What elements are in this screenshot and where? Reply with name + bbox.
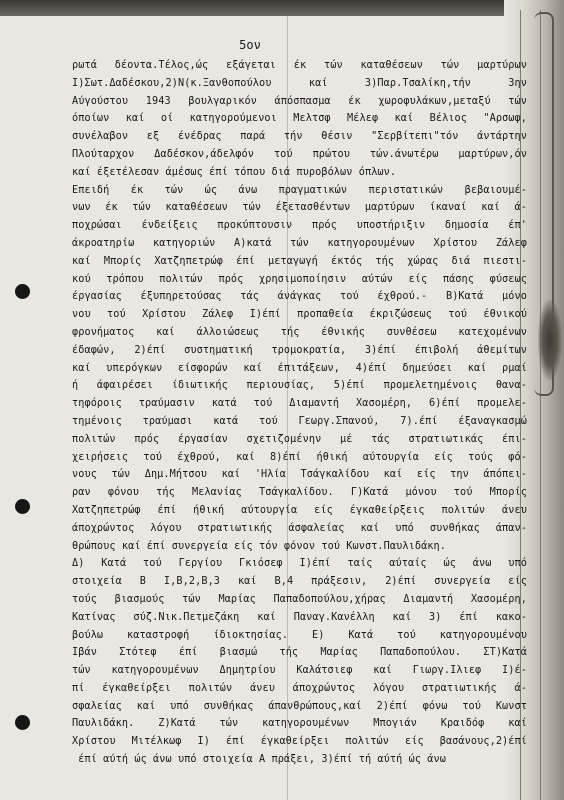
text-line: πί έγκαθείρξει πολιτών άνευ άποχρώντος λόγου στρατιωτικής ά- <box>72 682 527 694</box>
text-line: τών κατηγορουμένων Δημητρίου Καλάτσιεφ καί Γιωργ.Ιλιεφ Ι)έ- <box>72 665 527 677</box>
typed-body-text <box>72 57 527 769</box>
text-line: τούς βιασμούς τών Μαρίας Παπαδοπούλου,χήρας Διαμαντή Χασομέρη, <box>72 593 527 605</box>
text-line: άποχρώντος λόγου στρατιωτικής άσφαλείας καί υπό συνθήκας άπαν- <box>72 522 527 534</box>
punch-hole <box>15 715 30 730</box>
text-line: συνέλαβον εξ ένέδρας παρά τήν θέσιν "Σερβίτεπι"τόν άντάρτην <box>72 131 527 143</box>
text-line: σφαλείας καί υπό συνθήκας άπανθρώπους,καί 2)έπί φόνω τού Κωνστ <box>72 700 527 712</box>
text-line: στοιχεία Β Ι,Β,2,Β,3 καί Β,4 πράξεσιν, 2)έπί συνεργεία είς <box>72 576 527 588</box>
text-line: Παυλιδάκη. Ζ)Κατά τών κατηγορουμένων Μπογιάν Κραιδόφ καί <box>72 718 527 730</box>
text-line: νων έκ τών καταθέσεων τών έξετασθέντων μαρτύρων ίκαναί καί ά- <box>72 202 527 214</box>
text-line: Επειδή έκ τών ώς άνω πραγματικών περιστατικών βεβαιουμέ- <box>72 184 527 196</box>
text-line: χειρήσεις τού έχθρού, καί 8)έπί ήθική αύτουργία είς τούς φό- <box>72 451 527 463</box>
text-line: ή άφαιρέσει ίδιωτικής περιουσίας, 5)έπί προμελετημένοις θανα- <box>72 380 527 392</box>
text-line: τηφόροις τραύμασιν κατά τού Διαμαντή Χασομέρη, 6)έπί προμελε- <box>72 398 527 410</box>
text-line: Πλούταρχον Δαδέσκον,άδελφόν τού πρώτου τών.άνωτέρω μαρτύρων,όν <box>72 148 527 160</box>
text-line: βούλω καταστροφή ίδιοκτησίας. Ε) Κατά τού κατηγορουμένου <box>72 629 527 641</box>
text-line: Ιβάν Στότεφ έπί βιασμώ τής Μαρίας Παπαδοπούλου. ΣΤ)Κατά <box>72 647 527 659</box>
text-line: όποίων καί οί κατηγορούμενοι Μελτσφ Μέλεφ καί Βέλιος "Αρσωφ, <box>72 113 527 125</box>
text-line: καί υπερόγκων είσφορών καί έπιτάξεων, 4)έπί δημεύσει καί ρμαί <box>72 362 527 374</box>
text-line: έπί αύτή ώς άνω υπό στοιχεία Α πράξει, 3)έπί τή αύτή ώς άνω <box>72 754 447 766</box>
text-line: νου τού Χρίστου Ζάλεφ Ι)έπί προπαθεία έκριζώσεως τού έθνικού <box>72 309 527 321</box>
text-line: Ι)Σωτ.Δαδέσκου,2)Ν(κ.Ξανθοπούλου καί 3)Παρ.Τσαλίκη,τήν 3ην <box>72 77 527 89</box>
text-line: ρωτά δέοντα.Τέλος,ώς εξάγεται έκ τών καταθέσεων τών μαρτύρων <box>72 60 527 71</box>
text-line: έδαφών, 2)έπί συστηματική τρομοκρατία, 3)έπί έπιβολή άθεμίτων <box>72 344 527 356</box>
text-line: Χρίστου Μιτέλκωφ Ι) έπί έγκαθείρξει πολιτών είς βασάνους,2)έπί <box>72 736 527 748</box>
text-line: καί έξετέλεσαν άμέσως έπί τόπου διά πυροβόλων όπλων. <box>72 166 397 178</box>
text-line: φρονήματος καί άλλοιώσεως τής έθνικής συνθέσεω κατεχομένων <box>72 326 527 338</box>
text-line: Αύγούστου 1943 βουλγαρικόν άπόσπασμα έκ χωροφυλάκων,μεταξύ τών <box>72 95 527 107</box>
punch-hole <box>15 499 30 514</box>
ink-smudge <box>538 300 562 380</box>
text-line: πολιτών πρός έργασίαν σχετιζομένην μέ τάς στρατιωτικάς έπι- <box>72 433 527 445</box>
text-line: ποχρώσαι ένδείξεις προκύπτουσιν πρός υποστήριξιν δημοσία έπ' <box>72 220 527 232</box>
punch-hole <box>15 284 30 299</box>
text-line: έργασίας έξυπηρετούσας τάς άνάγκας τού έχθρού.- Β)Κατά μόνο <box>72 291 527 303</box>
text-line: θρώπους καί έπί συνεργεία είς τόν φόνον τού Κωνστ.Παυλιδάκη. <box>72 540 447 552</box>
text-line: καί Μπορίς Χατζηπετρώφ έπί μεταγωγή έκτός τής χώρας διά πιεστι- <box>72 255 527 267</box>
text-line: Χατζηπετρώφ έπί ήθική αύτουργία είς έγκαθείρξεις πολιτών άνευ <box>72 504 527 516</box>
page-number: 5ον <box>239 38 261 52</box>
text-line: Κατίνας σύζ.Νικ.Πετμεζάκη καί Παναγ.Κανέλλη καί 3) έπί κακο- <box>72 611 527 623</box>
text-line: τημένοις τραύμασι κατά τού Γεωργ.Σπανού, 7).έπί έξαναγκασμώ <box>72 415 527 427</box>
text-line: Δ) Κατά τού Γεργίου Γκιόσεφ Ι)έπί ταίς αύταίς ώς άνω υπό <box>72 558 527 570</box>
text-line: ραν φόνου τής Μελανίας Τσάγκαλίδου. Γ)Κατά μόνου τού Μπορίς <box>72 487 527 499</box>
text-line: νους τών Δημ.Μήτσου καί 'Ηλία Τσάγκαλίδου καί είς την άπόπει- <box>72 469 527 481</box>
text-line: κού τρόπου πολιτών πρός χρησιμοποίησιν αύτών είς πάσης φύσεως <box>72 273 527 285</box>
text-line: άκροατηρίω κατηγοριών Α)κατά τών κατηγορουμένων Χρίστου Ζάλεφ <box>72 237 527 249</box>
scan-top-shadow <box>0 0 564 16</box>
